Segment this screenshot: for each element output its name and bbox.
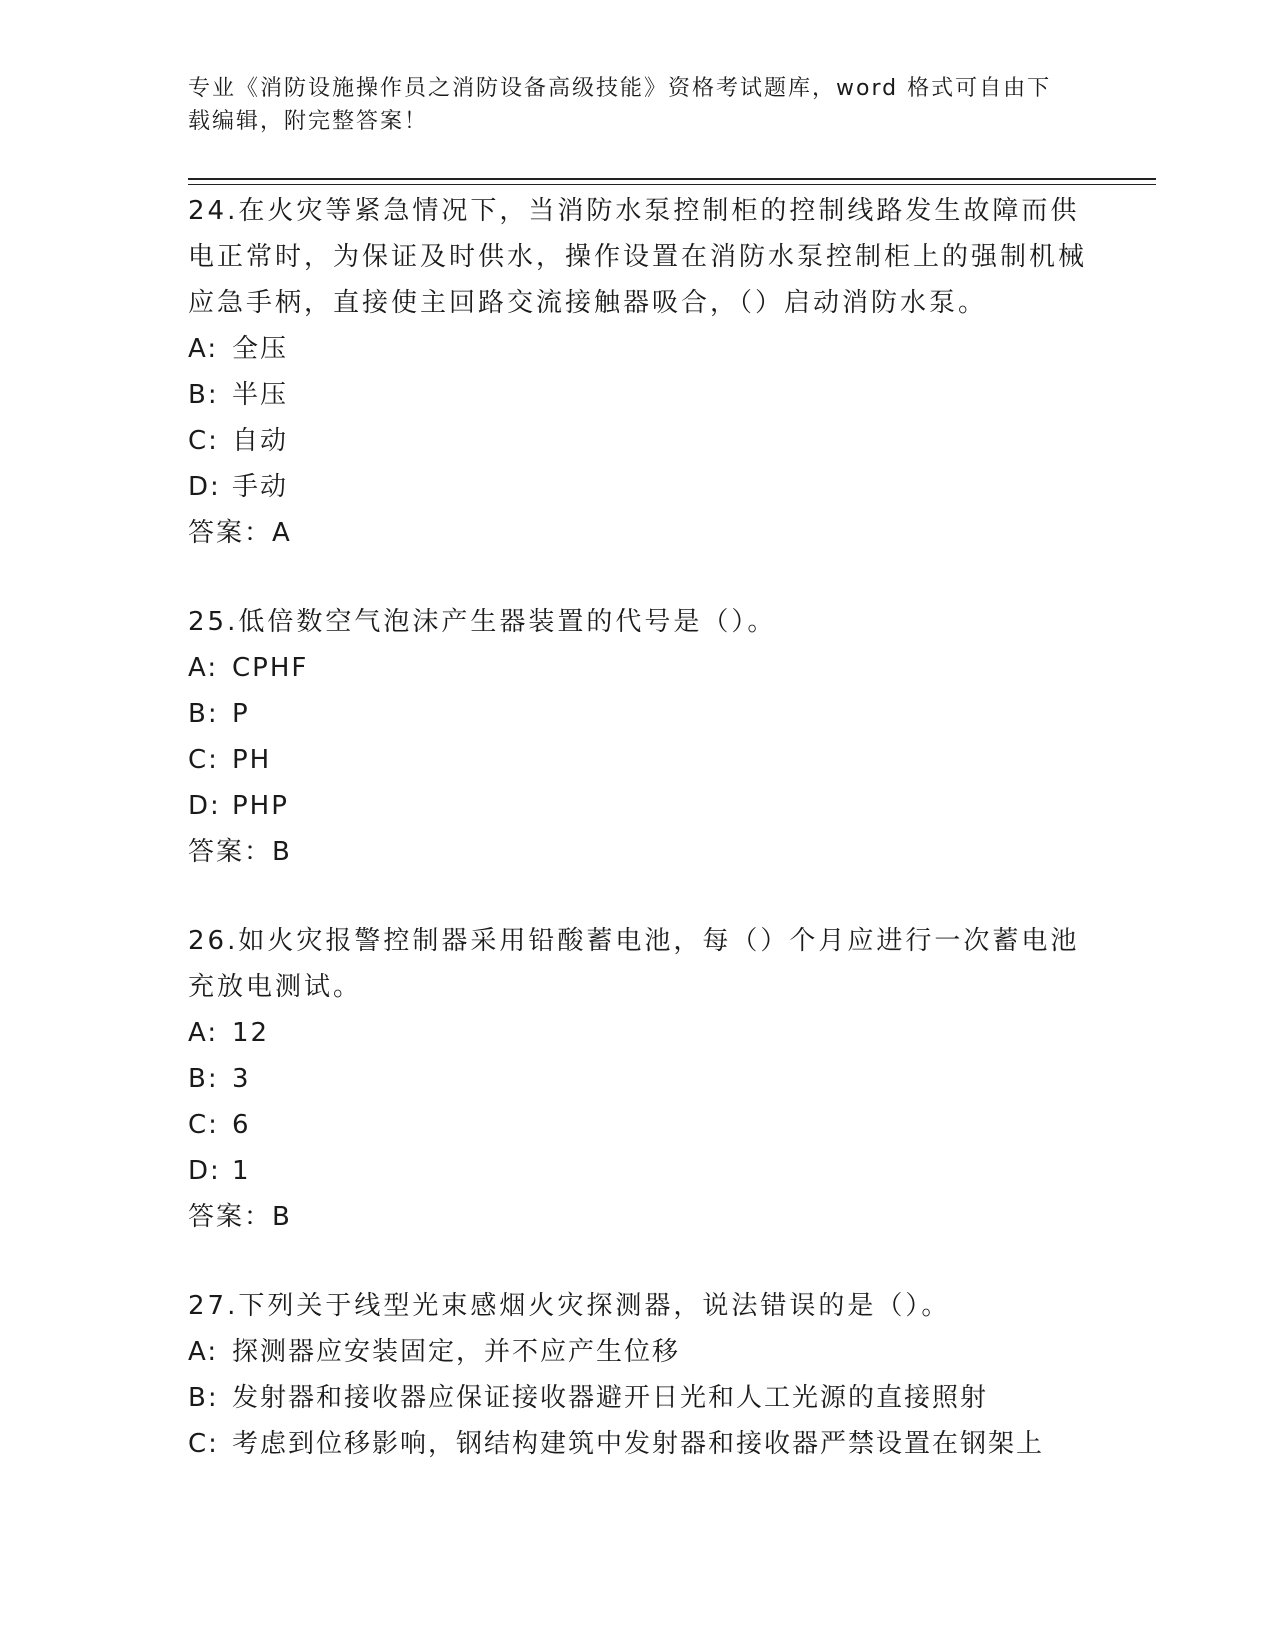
option-label: C:: [188, 1429, 219, 1459]
option-b: [188, 372, 1088, 418]
option-text: PH: [232, 745, 272, 775]
option-label: A:: [188, 653, 219, 683]
option-label: C:: [188, 1110, 219, 1140]
option-b: [188, 1056, 1088, 1102]
option-label: A:: [188, 334, 219, 364]
option-text: 半压: [232, 380, 289, 410]
option-label: A:: [188, 1337, 219, 1367]
option-text: 探测器应安装固定，并不应产生位移: [232, 1337, 681, 1367]
option-d: [188, 1148, 1088, 1194]
option-text: 手动: [232, 472, 289, 502]
option-a: [188, 645, 1088, 691]
option-label: B:: [188, 699, 219, 729]
option-text: PHP: [232, 791, 289, 821]
option-label: D:: [188, 791, 221, 821]
question-text: 27.下列关于线型光束感烟火灾探测器，说法错误的是（）。: [188, 1291, 951, 1321]
question-text: 24.在火灾等紧急情况下，当消防水泵控制柜的控制线路发生故障而供电正常时，为保证及时供水，操作设置在消防水泵控制柜上的强制机械应急手柄，直接使主回路交流接触器吸合，（）启动消防水泵。: [188, 196, 1088, 318]
option-text: 全压: [232, 334, 289, 364]
option-text: CPHF: [232, 653, 309, 683]
answer-line: 答案：B: [188, 837, 292, 867]
option-c: [188, 1421, 1088, 1467]
option-a: [188, 1010, 1088, 1056]
option-text: 12: [232, 1018, 270, 1048]
option-label: D:: [188, 472, 221, 502]
option-label: B:: [188, 1064, 219, 1094]
option-a: [188, 1329, 1088, 1375]
option-d: [188, 464, 1088, 510]
header-divider-thick: [188, 178, 1156, 180]
option-b: [188, 1375, 1088, 1421]
question-26: [188, 918, 1088, 1240]
option-label: A:: [188, 1018, 219, 1048]
option-b: [188, 691, 1088, 737]
option-text: 自动: [232, 426, 289, 456]
option-label: C:: [188, 745, 219, 775]
option-text: 3: [232, 1064, 251, 1094]
answer-line: 答案：A: [188, 518, 292, 548]
option-a: [188, 326, 1088, 372]
question-list: [188, 188, 1088, 1510]
option-text: 6: [232, 1110, 251, 1140]
option-c: [188, 737, 1088, 783]
question-text: 26.如火灾报警控制器采用铅酸蓄电池，每（）个月应进行一次蓄电池充放电测试。: [188, 926, 1080, 1002]
question-27: [188, 1283, 1088, 1467]
option-label: B:: [188, 380, 219, 410]
question-25: [188, 599, 1088, 875]
header-divider-thin: [188, 184, 1156, 185]
option-label: D:: [188, 1156, 221, 1186]
question-text: 25.低倍数空气泡沫产生器装置的代号是（）。: [188, 607, 777, 637]
option-text: 1: [232, 1156, 251, 1186]
option-c: [188, 418, 1088, 464]
option-text: 发射器和接收器应保证接收器避开日光和人工光源的直接照射: [232, 1383, 989, 1413]
option-text: 考虑到位移影响，钢结构建筑中发射器和接收器严禁设置在钢架上: [232, 1429, 1045, 1459]
option-text: P: [232, 699, 250, 729]
question-24: [188, 188, 1088, 556]
option-label: C:: [188, 426, 219, 456]
document-header: 专业《消防设施操作员之消防设备高级技能》资格考试题库，word 格式可自由下载编辑，附完整答案！: [188, 76, 1052, 134]
option-label: B:: [188, 1383, 219, 1413]
option-d: [188, 783, 1088, 829]
answer-line: 答案：B: [188, 1202, 292, 1232]
option-c: [188, 1102, 1088, 1148]
